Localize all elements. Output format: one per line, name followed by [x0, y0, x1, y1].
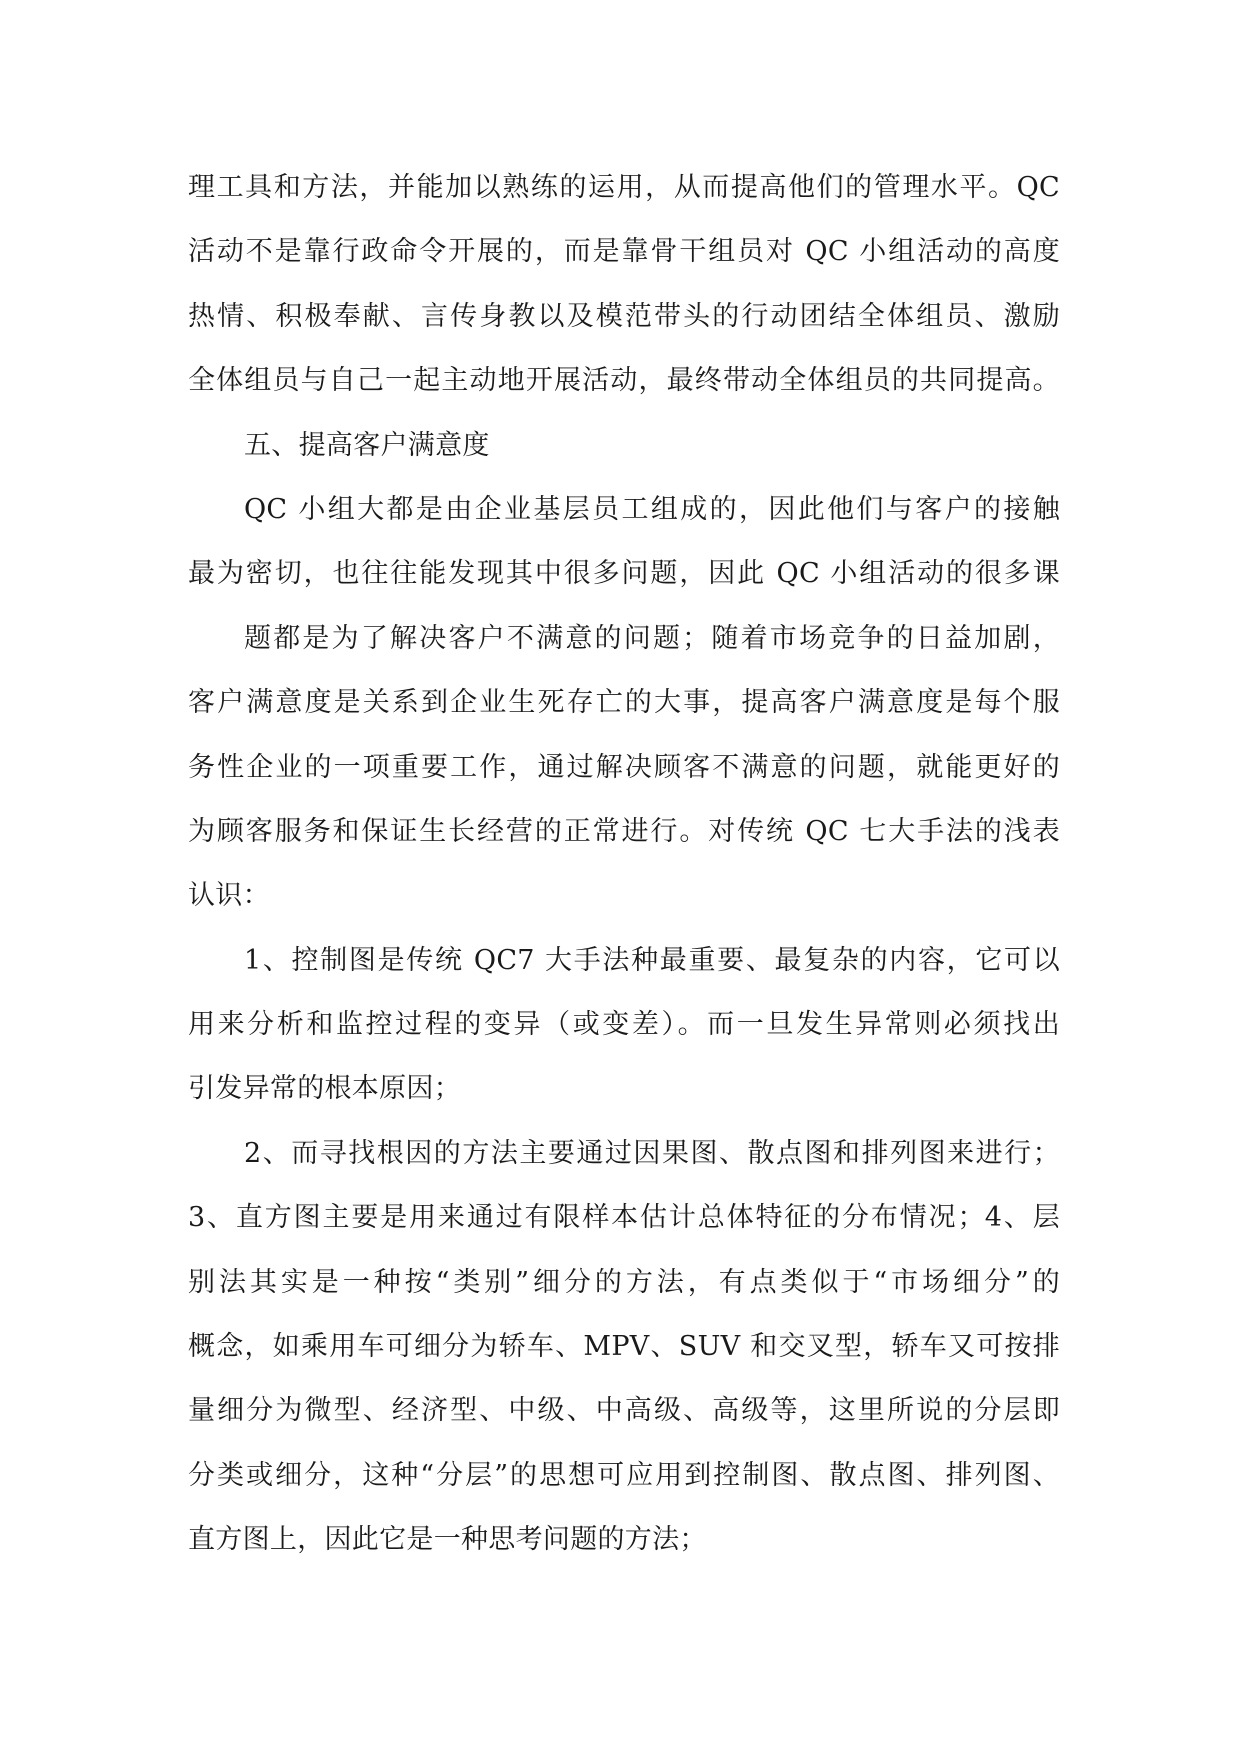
text-line: 2、而寻找根因的方法主要通过因果图、散点图和排列图来进行；	[244, 1137, 1060, 1169]
section-heading: 五、提高客户满意度	[244, 429, 490, 461]
text-line: 热情、积极奉献、言传身教以及模范带头的行动团结全体组员、激励	[188, 300, 1060, 332]
text-line: 理工具和方法，并能加以熟练的运用，从而提高他们的管理水平。QC	[188, 172, 1060, 203]
text-line: 概念，如乘用车可细分为轿车、MPV、SUV 和交叉型，轿车又可按排	[188, 1331, 1060, 1363]
text-line: 认识：	[188, 880, 270, 912]
text-line: 3、直方图主要是用来通过有限样本估计总体特征的分布情况；4、层	[188, 1202, 1060, 1234]
text-line: 最为密切，也往往能发现其中很多问题，因此 QC 小组活动的很多课	[188, 558, 1060, 590]
text-line: 活动不是靠行政命令开展的，而是靠骨干组员对 QC 小组活动的高度	[188, 236, 1060, 268]
text-line: 题都是为了解决客户不满意的问题；随着市场竞争的日益加剧，	[244, 622, 1060, 654]
text-line: 用来分析和监控过程的变异（或变差）。而一旦发生异常则必须找出	[188, 1009, 1060, 1041]
text-line: 分类或细分，这种“分层”的思想可应用到控制图、散点图、排列图、	[188, 1459, 1060, 1491]
document-body	[188, 156, 1060, 1573]
text-line: 全体组员与自己一起主动地开展活动，最终带动全体组员的共同提高。	[188, 365, 1060, 397]
text-line: 引发异常的根本原因；	[188, 1073, 461, 1105]
text-line: 客户满意度是关系到企业生死存亡的大事，提高客户满意度是每个服	[188, 687, 1060, 719]
text-line: 为顾客服务和保证生长经营的正常进行。对传统 QC 七大手法的浅表	[188, 815, 1060, 847]
text-line: 量细分为微型、经济型、中级、中高级、高级等，这里所说的分层即	[188, 1395, 1060, 1427]
text-line: 直方图上，因此它是一种思考问题的方法；	[188, 1524, 707, 1556]
text-line: QC 小组大都是由企业基层员工组成的，因此他们与客户的接触	[244, 493, 1060, 525]
text-line: 务性企业的一项重要工作，通过解决顾客不满意的问题，就能更好的	[188, 751, 1060, 783]
text-line: 别法其实是一种按“类别”细分的方法，有点类似于“市场细分”的	[188, 1266, 1060, 1298]
text-line: 1、控制图是传统 QC7 大手法种最重要、最复杂的内容，它可以	[244, 944, 1060, 976]
